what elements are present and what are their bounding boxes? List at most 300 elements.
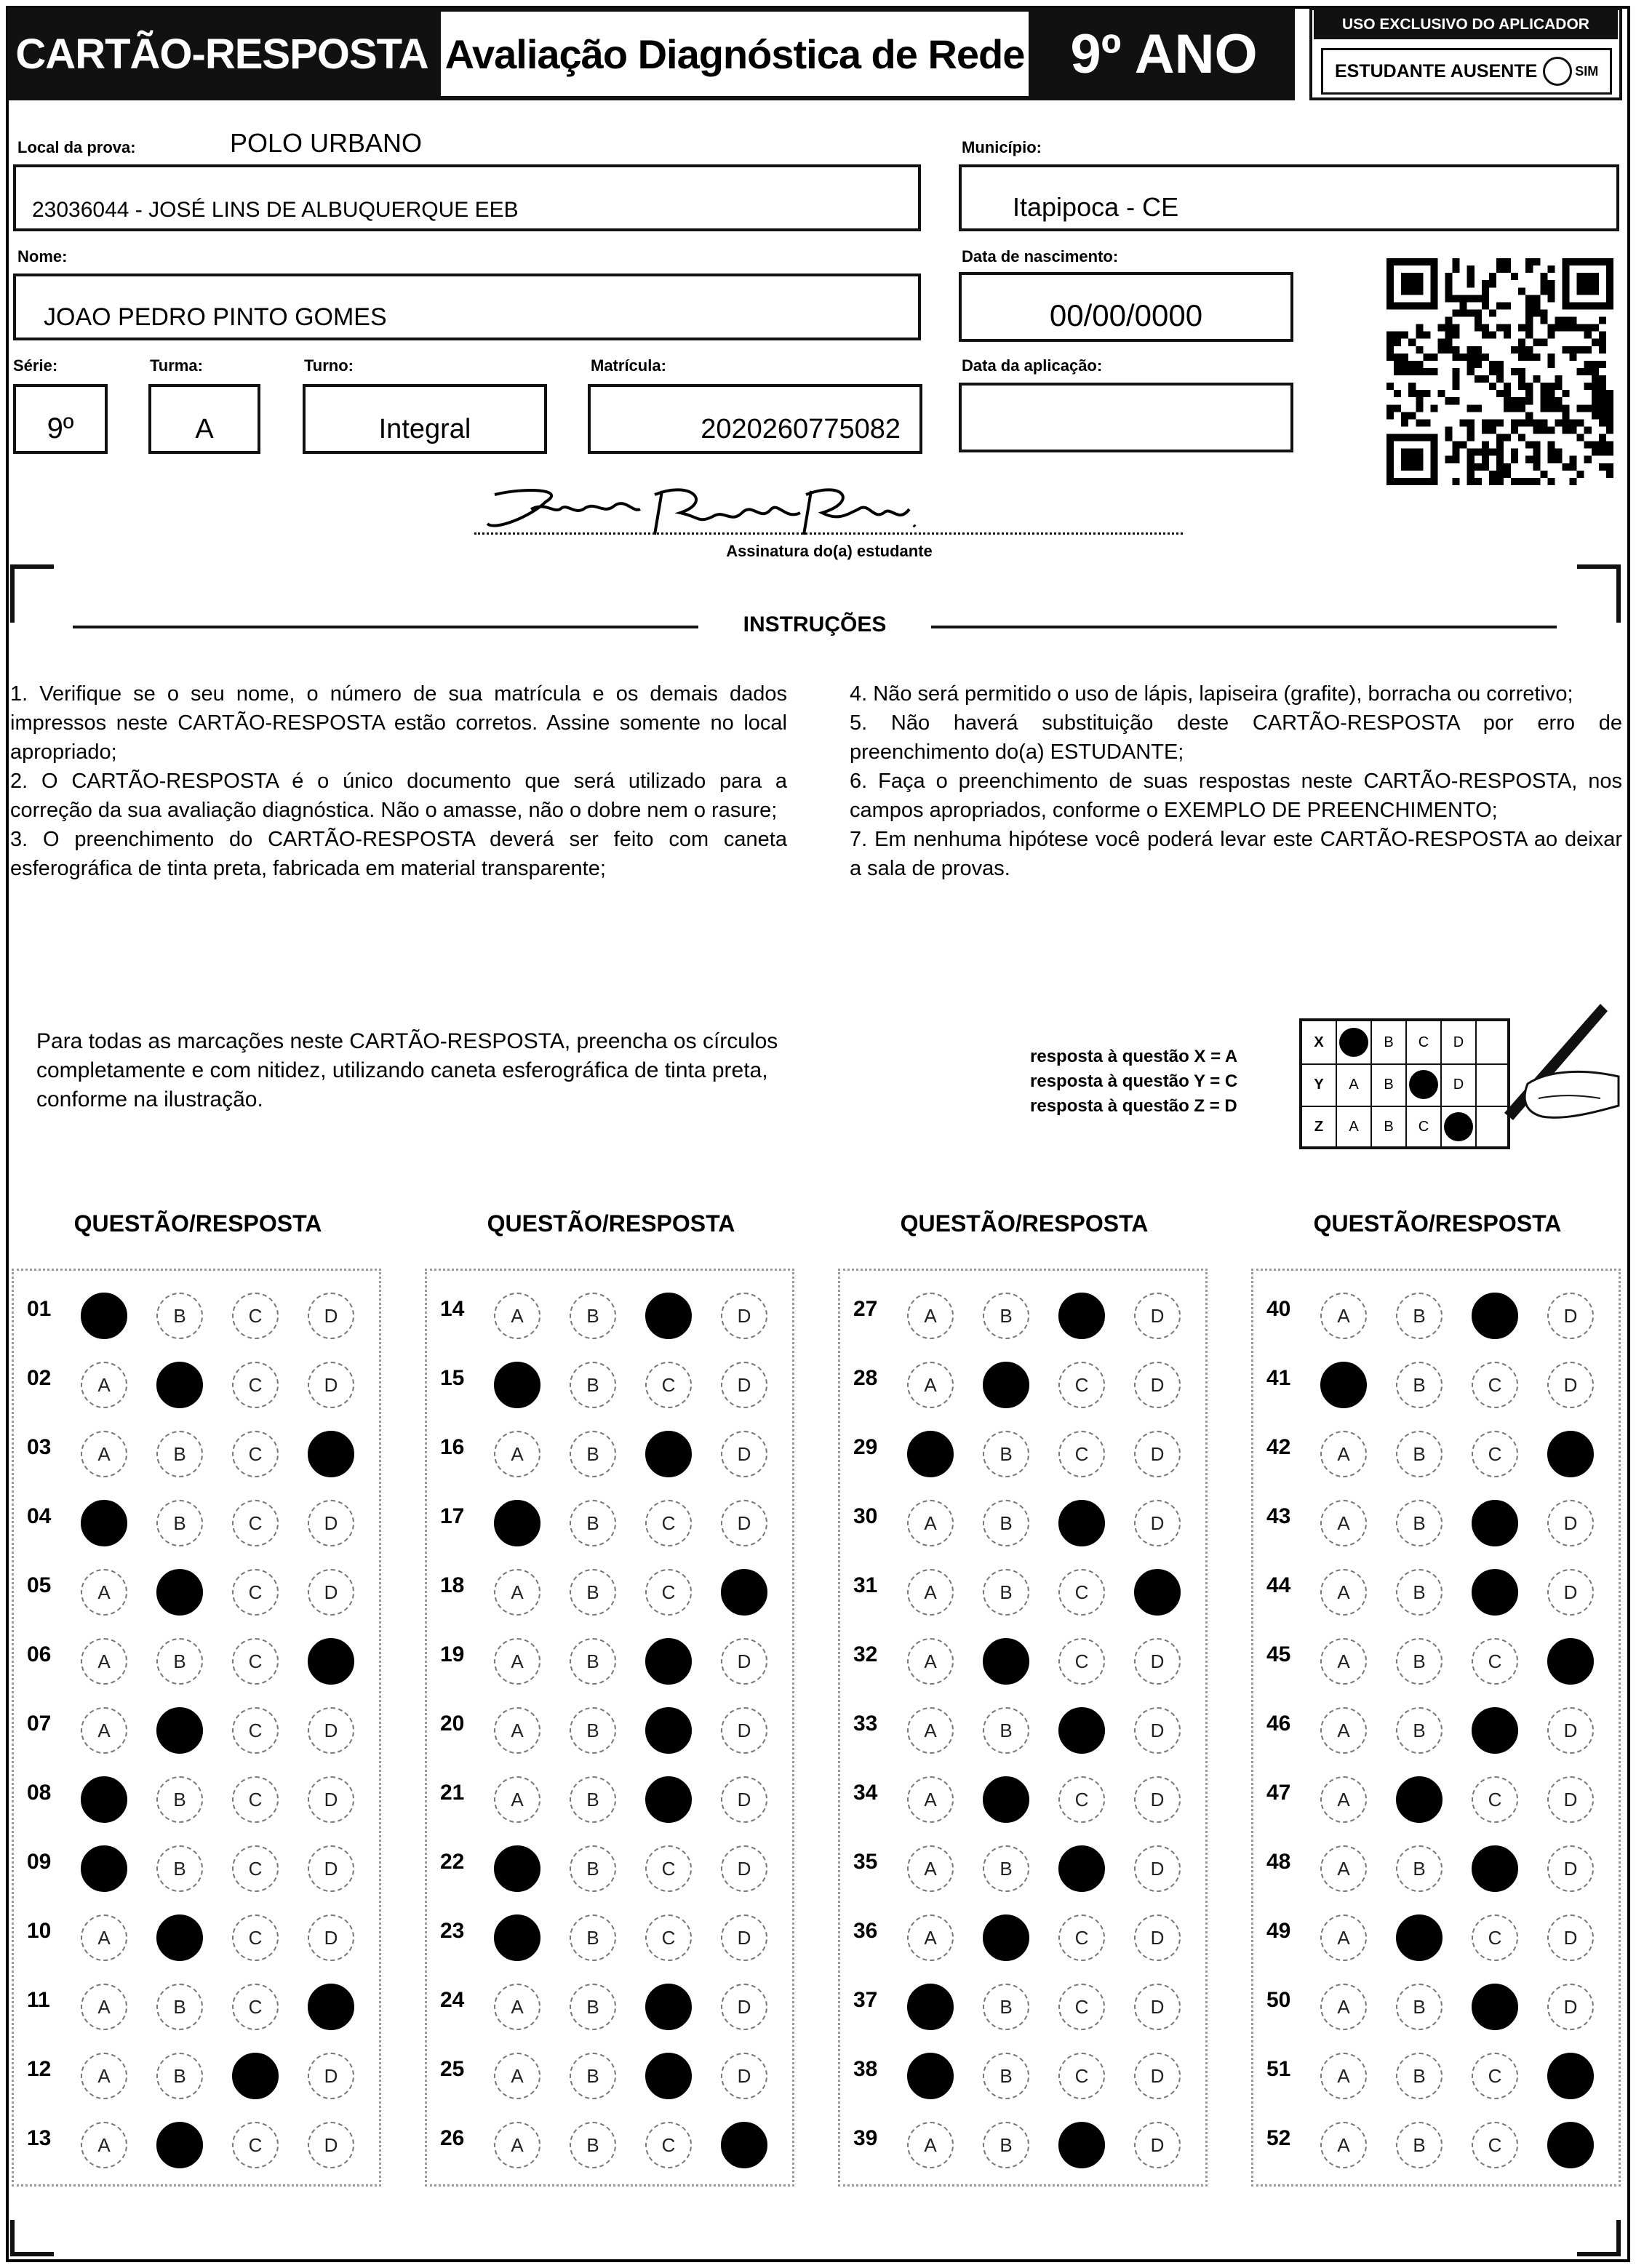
answer-bubble-a[interactable]: A: [1320, 1500, 1367, 1546]
answer-bubble-b[interactable]: B: [156, 1776, 203, 1823]
card-title: CARTÃO-RESPOSTA: [7, 7, 436, 100]
answer-bubble-b[interactable]: B: [570, 1431, 616, 1477]
answer-bubble-c[interactable]: C: [1472, 1776, 1518, 1823]
answer-bubble-c[interactable]: C: [1058, 1362, 1105, 1408]
answer-row: [1253, 1765, 1619, 1834]
answer-bubble-a[interactable]: A: [81, 1638, 127, 1685]
answer-bubble-b[interactable]: B: [156, 1984, 203, 2030]
answer-bubble-d[interactable]: D: [721, 1707, 767, 1754]
serie-label: Série:: [13, 356, 58, 375]
answer-bubble-a[interactable]: [1320, 1362, 1367, 1408]
instruction-item: 2. O CARTÃO-RESPOSTA é o único documento que será utilizado para a correção da sua avaliação diagnóstica. Não o amasse, não o dobre nem o rasure;: [10, 770, 787, 822]
example-line: resposta à questão X = A: [1030, 1047, 1238, 1066]
municipio-field: Itapipoca - CE: [959, 164, 1619, 231]
answer-bubble-a[interactable]: A: [494, 1984, 540, 2030]
answer-bubble-d[interactable]: D: [308, 2053, 354, 2099]
answer-row: [840, 1488, 1205, 1558]
answer-bubble-c[interactable]: C: [1472, 1914, 1518, 1961]
answer-bubble-a[interactable]: [907, 2053, 954, 2099]
answer-bubble-d[interactable]: D: [1134, 1431, 1181, 1477]
answer-bubble-d[interactable]: [1547, 1431, 1594, 1477]
answer-bubble-b[interactable]: B: [1396, 1362, 1443, 1408]
answer-bubble-d[interactable]: D: [721, 1984, 767, 2030]
answer-row: [14, 1903, 379, 1973]
answer-row: [1253, 1626, 1619, 1696]
answer-bubble-d[interactable]: D: [1547, 1984, 1594, 2030]
answer-bubble-a[interactable]: A: [81, 1984, 127, 2030]
answer-bubble-d[interactable]: [308, 1638, 354, 1685]
example-question: X: [1302, 1021, 1337, 1063]
answer-row: [1253, 1488, 1619, 1558]
answer-bubble-d[interactable]: D: [308, 1293, 354, 1339]
answer-bubble-b[interactable]: B: [570, 1362, 616, 1408]
answer-row: [427, 1488, 792, 1558]
answer-column: [425, 1269, 794, 2187]
answer-bubble-d[interactable]: D: [1547, 1569, 1594, 1616]
exam-title: Avaliação Diagnóstica de Rede: [436, 7, 1033, 100]
answer-bubble-b[interactable]: [156, 1707, 203, 1754]
answer-bubble-b[interactable]: B: [1396, 1500, 1443, 1546]
answer-row: [14, 1696, 379, 1765]
question-number: 02: [27, 1366, 52, 1390]
example-bubble-c: [1407, 1063, 1442, 1106]
answer-bubble-c[interactable]: [1472, 1569, 1518, 1616]
instructions-rule-right: [931, 626, 1557, 628]
answer-bubble-d[interactable]: D: [308, 1569, 354, 1616]
answer-bubble-a[interactable]: [81, 1500, 127, 1546]
answer-bubble-b[interactable]: B: [156, 1431, 203, 1477]
answer-bubble-a[interactable]: A: [907, 1707, 954, 1754]
answer-bubble-d[interactable]: D: [1547, 1500, 1594, 1546]
answer-bubble-b[interactable]: B: [1396, 1638, 1443, 1685]
question-number: 07: [27, 1712, 52, 1736]
answer-bubble-d[interactable]: D: [1547, 1845, 1594, 1892]
answer-row: [1253, 1557, 1619, 1627]
answer-bubble-b[interactable]: B: [570, 1914, 616, 1961]
answer-bubble-a[interactable]: A: [81, 2122, 127, 2168]
answer-bubble-b[interactable]: B: [156, 1845, 203, 1892]
corner-bracket-bottom-right: [1577, 2220, 1621, 2256]
answer-bubble-d[interactable]: [1547, 2122, 1594, 2168]
answer-bubble-c[interactable]: [1472, 1293, 1518, 1339]
question-number: 42: [1266, 1435, 1291, 1459]
answer-bubble-a[interactable]: A: [907, 1845, 954, 1892]
answer-bubble-d[interactable]: D: [721, 1776, 767, 1823]
answer-column: [12, 1269, 381, 2187]
answer-bubble-d[interactable]: D: [308, 1362, 354, 1408]
answer-bubble-d[interactable]: D: [308, 1914, 354, 1961]
answer-bubble-c[interactable]: C: [232, 2122, 279, 2168]
question-number: 39: [853, 2126, 878, 2150]
question-number: 23: [440, 1919, 465, 1943]
answer-bubble-a[interactable]: A: [907, 1362, 954, 1408]
answer-bubble-b[interactable]: B: [983, 1707, 1029, 1754]
answer-bubble-d[interactable]: D: [308, 1776, 354, 1823]
question-number: 32: [853, 1642, 878, 1666]
answer-bubble-d[interactable]: [1547, 2053, 1594, 2099]
answer-bubble-b[interactable]: [156, 1362, 203, 1408]
answer-row: [840, 1972, 1205, 2042]
answer-bubble-c[interactable]: [232, 2053, 279, 2099]
answer-bubble-c[interactable]: C: [1058, 1776, 1105, 1823]
answer-row: [1253, 1419, 1619, 1489]
answer-bubble-d[interactable]: D: [721, 1293, 767, 1339]
answer-bubble-d[interactable]: D: [721, 1500, 767, 1546]
answer-bubble-a[interactable]: A: [494, 1638, 540, 1685]
answer-bubble-c[interactable]: [645, 1431, 692, 1477]
instructions-left: [10, 679, 787, 883]
answer-bubble-c[interactable]: C: [232, 1638, 279, 1685]
answer-bubble-c[interactable]: C: [1472, 2053, 1518, 2099]
answer-bubble-a[interactable]: A: [907, 1638, 954, 1685]
answer-bubble-a[interactable]: A: [494, 2053, 540, 2099]
answer-bubble-a[interactable]: A: [1320, 2122, 1367, 2168]
answer-bubble-a[interactable]: A: [494, 2122, 540, 2168]
answer-bubble-d[interactable]: D: [1134, 1776, 1181, 1823]
answer-bubble-d[interactable]: D: [1134, 1638, 1181, 1685]
answer-bubble-d[interactable]: D: [1134, 2053, 1181, 2099]
instruction-item: 6. Faça o preenchimento de suas respostas neste CARTÃO-RESPOSTA, nos campos apropriados, conforme o EXEMPLO DE PREENCHIMENTO;: [850, 770, 1622, 822]
answer-bubble-d[interactable]: [721, 2122, 767, 2168]
answer-bubble-c[interactable]: [645, 1638, 692, 1685]
column-header: QUESTÃO/RESPOSTA: [73, 1210, 322, 1237]
answer-bubble-b[interactable]: B: [983, 2053, 1029, 2099]
answer-bubble-a[interactable]: A: [81, 1569, 127, 1616]
answer-bubble-d[interactable]: D: [721, 1431, 767, 1477]
example-bubble-c: C: [1407, 1106, 1442, 1148]
answer-bubble-a[interactable]: A: [1320, 2053, 1367, 2099]
answer-bubble-b[interactable]: B: [570, 1984, 616, 2030]
question-number: 13: [27, 2126, 52, 2150]
absent-student-field: [1321, 48, 1612, 95]
answer-bubble-d[interactable]: D: [1547, 1776, 1594, 1823]
answer-row: [1253, 1281, 1619, 1351]
answer-row: [840, 1419, 1205, 1489]
answer-bubble-d[interactable]: D: [308, 2122, 354, 2168]
answer-bubble-a[interactable]: [907, 1984, 954, 2030]
answer-bubble-a[interactable]: A: [907, 1914, 954, 1961]
question-number: 33: [853, 1712, 878, 1736]
aplicacao-label: Data da aplicação:: [962, 356, 1103, 375]
question-number: 50: [1266, 1988, 1291, 2012]
answer-row: [14, 1488, 379, 1558]
answer-bubble-a[interactable]: A: [494, 1776, 540, 1823]
answer-bubble-d[interactable]: D: [721, 2053, 767, 2099]
answer-bubble-a[interactable]: A: [494, 1707, 540, 1754]
answer-bubble-a[interactable]: A: [1320, 1984, 1367, 2030]
answer-bubble-c[interactable]: C: [645, 1569, 692, 1616]
answer-bubble-b[interactable]: [983, 1362, 1029, 1408]
answer-bubble-b[interactable]: [983, 1638, 1029, 1685]
answer-bubble-a[interactable]: A: [1320, 1776, 1367, 1823]
answer-bubble-a[interactable]: A: [907, 1569, 954, 1616]
answer-bubble-c[interactable]: C: [1058, 1431, 1105, 1477]
answer-row: [427, 1972, 792, 2042]
answer-row: [14, 2041, 379, 2111]
answer-bubble-c[interactable]: [1472, 1845, 1518, 1892]
answer-bubble-c[interactable]: C: [645, 1500, 692, 1546]
answer-bubble-c[interactable]: C: [645, 2122, 692, 2168]
answer-bubble-c[interactable]: [1058, 1500, 1105, 1546]
answer-bubble-d[interactable]: D: [1134, 1845, 1181, 1892]
answer-bubble-d[interactable]: D: [1134, 1707, 1181, 1754]
applicator-title: USO EXCLUSIVO DO APLICADOR: [1314, 10, 1618, 39]
answer-bubble-c[interactable]: C: [232, 1362, 279, 1408]
answer-bubble-a[interactable]: [907, 1431, 954, 1477]
answer-bubble-d[interactable]: [1134, 1569, 1181, 1616]
answer-bubble-b[interactable]: [156, 2122, 203, 2168]
answer-bubble-b[interactable]: B: [983, 1431, 1029, 1477]
answer-bubble-d[interactable]: [308, 1984, 354, 2030]
answer-bubble-b[interactable]: [156, 1914, 203, 1961]
answer-bubble-c[interactable]: C: [232, 1431, 279, 1477]
answer-bubble-b[interactable]: B: [1396, 2053, 1443, 2099]
example-legend: [1030, 1045, 1292, 1119]
grade-title: 9º ANO: [1033, 7, 1295, 100]
answer-row: [427, 1765, 792, 1834]
answer-bubble-a[interactable]: A: [494, 1431, 540, 1477]
example-bubble-d: D: [1442, 1063, 1477, 1106]
answer-bubble-d[interactable]: D: [1547, 1293, 1594, 1339]
answer-bubble-b[interactable]: B: [570, 2053, 616, 2099]
answer-bubble-b[interactable]: B: [983, 1569, 1029, 1616]
answer-bubble-a[interactable]: [494, 1362, 540, 1408]
answer-bubble-d[interactable]: D: [1134, 2122, 1181, 2168]
question-number: 27: [853, 1297, 878, 1321]
answer-bubble-a[interactable]: A: [494, 1293, 540, 1339]
answer-bubble-d[interactable]: D: [721, 1638, 767, 1685]
answer-bubble-a[interactable]: A: [1320, 1569, 1367, 1616]
answer-bubble-c[interactable]: C: [232, 1500, 279, 1546]
signature-line: [474, 532, 1183, 535]
answer-bubble-c[interactable]: [645, 1293, 692, 1339]
answer-row: [840, 1281, 1205, 1351]
answer-bubble-c[interactable]: C: [1472, 1431, 1518, 1477]
answer-bubble-a[interactable]: A: [907, 1293, 954, 1339]
answer-bubble-b[interactable]: B: [983, 1984, 1029, 2030]
answer-bubble-d[interactable]: D: [721, 1914, 767, 1961]
answer-bubble-d[interactable]: D: [1547, 1914, 1594, 1961]
answer-bubble-a[interactable]: A: [81, 2053, 127, 2099]
answer-bubble-c[interactable]: C: [645, 1362, 692, 1408]
answer-bubble-c[interactable]: C: [1058, 1638, 1105, 1685]
answer-bubble-b[interactable]: B: [1396, 1984, 1443, 2030]
answer-bubble-c[interactable]: [645, 1776, 692, 1823]
answer-bubble-a[interactable]: [494, 1845, 540, 1892]
answer-bubble-c[interactable]: C: [645, 1914, 692, 1961]
question-number: 04: [27, 1504, 52, 1528]
answer-bubble-b[interactable]: B: [156, 1293, 203, 1339]
answer-bubble-b[interactable]: B: [1396, 1293, 1443, 1339]
example-question: Y: [1302, 1063, 1337, 1106]
answer-bubble-b[interactable]: B: [156, 1638, 203, 1685]
answer-bubble-d[interactable]: D: [1134, 1984, 1181, 2030]
answer-bubble-c[interactable]: C: [1058, 1914, 1105, 1961]
answer-bubble-c[interactable]: C: [645, 1845, 692, 1892]
municipio-label: Município:: [962, 138, 1042, 156]
matricula-field: 2020260775082: [588, 384, 922, 454]
answer-bubble-a[interactable]: A: [81, 1431, 127, 1477]
answer-bubble-b[interactable]: B: [570, 1707, 616, 1754]
answer-bubble-c[interactable]: C: [232, 1845, 279, 1892]
question-number: 25: [440, 2057, 465, 2081]
answer-bubble-d[interactable]: D: [308, 1845, 354, 1892]
answer-bubble-c[interactable]: C: [1472, 1638, 1518, 1685]
answer-bubble-c[interactable]: C: [1472, 1362, 1518, 1408]
answer-bubble-a[interactable]: [81, 1776, 127, 1823]
answer-bubble-b[interactable]: B: [156, 1500, 203, 1546]
answer-bubble-b[interactable]: [156, 1569, 203, 1616]
answer-bubble-b[interactable]: B: [983, 2122, 1029, 2168]
pen-hand-illustration: [1469, 997, 1622, 1142]
answer-row: [427, 1350, 792, 1420]
answer-bubble-b[interactable]: B: [570, 1638, 616, 1685]
answer-bubble-d[interactable]: D: [1134, 1293, 1181, 1339]
answer-bubble-b[interactable]: B: [570, 1569, 616, 1616]
answer-bubble-c[interactable]: [1472, 1984, 1518, 2030]
answer-bubble-d[interactable]: D: [1547, 1362, 1594, 1408]
question-number: 40: [1266, 1297, 1291, 1321]
answer-bubble-c[interactable]: [1058, 1707, 1105, 1754]
question-number: 46: [1266, 1712, 1291, 1736]
question-number: 03: [27, 1435, 52, 1459]
answer-bubble-a[interactable]: A: [1320, 1845, 1367, 1892]
answer-row: [427, 1626, 792, 1696]
question-number: 49: [1266, 1919, 1291, 1943]
qr-code: [1386, 256, 1613, 487]
turno-label: Turno:: [304, 356, 354, 375]
answer-bubble-a[interactable]: A: [81, 1914, 127, 1961]
answer-bubble-a[interactable]: [81, 1293, 127, 1339]
local-value: POLO URBANO: [230, 128, 423, 158]
absent-option: SIM: [1575, 63, 1599, 79]
answer-row: [427, 1557, 792, 1627]
answer-row: [427, 1696, 792, 1765]
answer-bubble-c[interactable]: C: [232, 1569, 279, 1616]
answer-bubble-c[interactable]: [645, 1984, 692, 2030]
answer-bubble-c[interactable]: [1058, 1293, 1105, 1339]
answer-bubble-a[interactable]: A: [1320, 1707, 1367, 1754]
answer-bubble-d[interactable]: D: [721, 1845, 767, 1892]
answer-bubble-b[interactable]: B: [570, 1776, 616, 1823]
answer-bubble-c[interactable]: C: [1058, 1984, 1105, 2030]
answer-bubble-b[interactable]: B: [1396, 1431, 1443, 1477]
answer-bubble-a[interactable]: A: [81, 1362, 127, 1408]
answer-bubble-a[interactable]: A: [1320, 1914, 1367, 1961]
absent-checkbox[interactable]: [1543, 57, 1572, 86]
answer-bubble-a[interactable]: [81, 1845, 127, 1892]
answer-bubble-a[interactable]: A: [1320, 1431, 1367, 1477]
answer-bubble-b[interactable]: B: [1396, 2122, 1443, 2168]
answer-bubble-b[interactable]: B: [156, 2053, 203, 2099]
answer-bubble-a[interactable]: A: [907, 1500, 954, 1546]
answer-bubble-c[interactable]: C: [1058, 2053, 1105, 2099]
answer-bubble-c[interactable]: C: [1058, 1569, 1105, 1616]
answer-bubble-c[interactable]: [645, 1707, 692, 1754]
instructions-title: INSTRUÇÕES: [743, 612, 887, 636]
answer-bubble-a[interactable]: A: [907, 1776, 954, 1823]
answer-bubble-a[interactable]: A: [81, 1707, 127, 1754]
answer-bubble-a[interactable]: A: [1320, 1293, 1367, 1339]
answer-bubble-d[interactable]: D: [721, 1362, 767, 1408]
question-number: 08: [27, 1781, 52, 1805]
question-number: 48: [1266, 1850, 1291, 1874]
answer-row: [840, 1903, 1205, 1973]
answer-row: [427, 2110, 792, 2180]
instruction-item: 4. Não será permitido o uso de lápis, lapiseira (grafite), borracha ou corretivo;: [850, 682, 1573, 706]
answer-bubble-b[interactable]: [1396, 1914, 1443, 1961]
answer-bubble-b[interactable]: B: [570, 1845, 616, 1892]
question-number: 21: [440, 1781, 465, 1805]
answer-bubble-c[interactable]: C: [1472, 2122, 1518, 2168]
answer-bubble-b[interactable]: B: [570, 2122, 616, 2168]
answer-bubble-b[interactable]: B: [983, 1845, 1029, 1892]
example-bubble-b: B: [1372, 1106, 1407, 1148]
question-number: 06: [27, 1642, 52, 1666]
answer-bubble-a[interactable]: A: [494, 1569, 540, 1616]
answer-bubble-c[interactable]: C: [232, 1984, 279, 2030]
answer-bubble-c[interactable]: C: [232, 1914, 279, 1961]
answer-row: [840, 1626, 1205, 1696]
answer-bubble-c[interactable]: C: [232, 1293, 279, 1339]
answer-bubble-b[interactable]: B: [983, 1500, 1029, 1546]
answer-bubble-b[interactable]: B: [1396, 1569, 1443, 1616]
question-number: 38: [853, 2057, 878, 2081]
answer-bubble-c[interactable]: [1058, 2122, 1105, 2168]
signature-label: Assinatura do(a) estudante: [726, 542, 933, 560]
answer-bubble-d[interactable]: D: [308, 1707, 354, 1754]
question-number: 44: [1266, 1573, 1291, 1597]
answer-bubble-b[interactable]: [983, 1776, 1029, 1823]
nome-field: JOAO PEDRO PINTO GOMES: [13, 273, 921, 340]
answer-bubble-d[interactable]: D: [1134, 1914, 1181, 1961]
answer-bubble-d[interactable]: [721, 1569, 767, 1616]
question-number: 19: [440, 1642, 465, 1666]
answer-bubble-d[interactable]: D: [1134, 1500, 1181, 1546]
answer-row: [427, 1834, 792, 1904]
answer-bubble-c[interactable]: [1472, 1707, 1518, 1754]
nascimento-field: 00/00/0000: [959, 272, 1293, 342]
nascimento-label: Data de nascimento:: [962, 247, 1119, 265]
answer-bubble-b[interactable]: [1396, 1776, 1443, 1823]
nome-label: Nome:: [17, 247, 68, 265]
answer-bubble-c[interactable]: [1472, 1500, 1518, 1546]
answer-bubble-b[interactable]: B: [1396, 1707, 1443, 1754]
answer-bubble-d[interactable]: D: [308, 1500, 354, 1546]
answer-bubble-d[interactable]: [308, 1431, 354, 1477]
answer-bubble-d[interactable]: D: [1547, 1707, 1594, 1754]
example-line: resposta à questão Z = D: [1030, 1096, 1237, 1116]
answer-bubble-b[interactable]: [983, 1914, 1029, 1961]
question-number: 43: [1266, 1504, 1291, 1528]
answer-bubble-c[interactable]: C: [232, 1707, 279, 1754]
answer-bubble-c[interactable]: C: [232, 1776, 279, 1823]
answer-bubble-b[interactable]: B: [570, 1293, 616, 1339]
answer-bubble-d[interactable]: D: [1134, 1362, 1181, 1408]
answer-bubble-a[interactable]: A: [907, 2122, 954, 2168]
answer-bubble-d[interactable]: [1547, 1638, 1594, 1685]
question-number: 10: [27, 1919, 52, 1943]
answer-bubble-a[interactable]: [494, 1500, 540, 1546]
answer-bubble-a[interactable]: [494, 1914, 540, 1961]
answer-bubble-b[interactable]: B: [1396, 1845, 1443, 1892]
fill-note: Para todas as marcações neste CARTÃO-RESPOSTA, preencha os círculos completamente e com nitidez, utilizando caneta esferográfica de tinta preta, conforme na ilustração.: [36, 1029, 778, 1111]
answer-bubble-c[interactable]: [645, 2053, 692, 2099]
answer-bubble-c[interactable]: [1058, 1845, 1105, 1892]
answer-bubble-b[interactable]: B: [983, 1293, 1029, 1339]
answer-bubble-b[interactable]: B: [570, 1500, 616, 1546]
answer-bubble-a[interactable]: A: [1320, 1638, 1367, 1685]
